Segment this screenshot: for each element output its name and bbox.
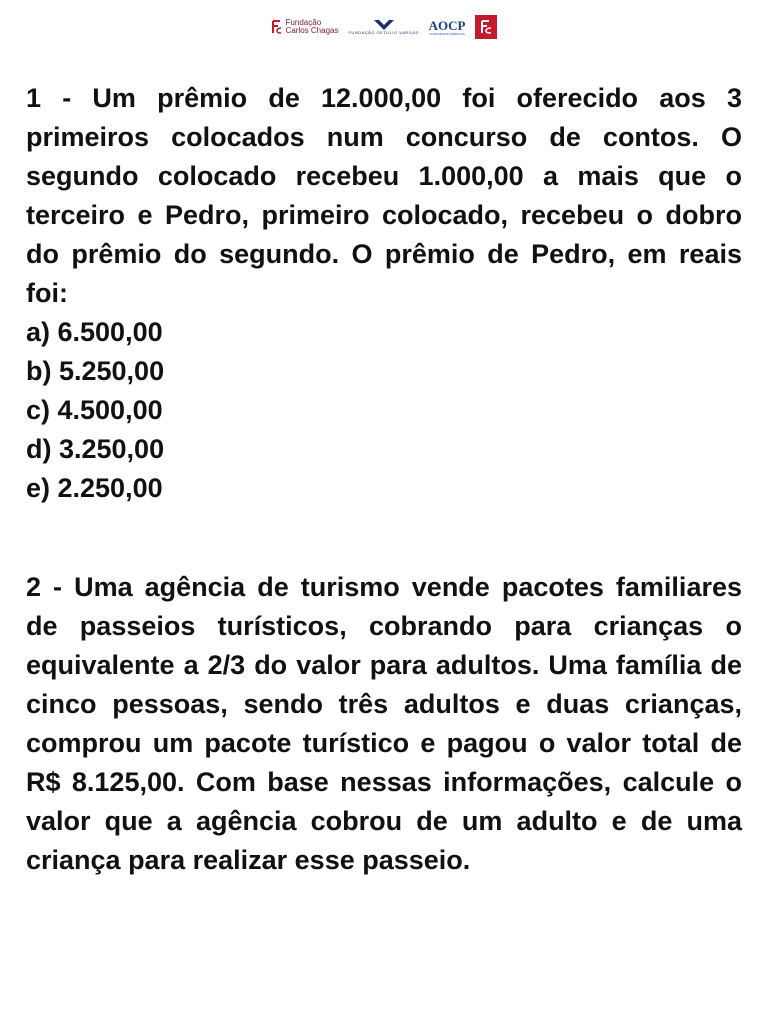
question-1 <box>26 79 742 508</box>
aocp-logo-subtitle: CONCURSOS PÚBLICOS <box>429 31 465 36</box>
fc-monogram-icon <box>271 20 283 34</box>
question-2 <box>26 568 742 880</box>
option-b: b) 5.250,00 <box>26 356 165 386</box>
fcc-logo-line1: Fundação <box>285 18 322 27</box>
fc-monogram-icon <box>479 19 493 35</box>
logo-bar <box>0 12 768 42</box>
option-c: c) 4.500,00 <box>26 395 163 425</box>
fcc-logo-text <box>286 19 339 35</box>
option-d: d) 3.250,00 <box>26 434 165 464</box>
aocp-logo <box>429 19 466 36</box>
fgv-logo <box>348 19 418 35</box>
question-2-stem: 2 - Uma agência de turismo vende pacotes familiares de passeios turísticos, cobrando para crianças o equivalente a 2/3 do valor para adultos. Uma família de cinco pessoas, sendo três adultos e duas crianças, comprou um pacote turístico e pagou o valor total de R$ 8.125,00. Com base nessas informações, calcule o valor que a agência cobrou de um adulto e de uma criança para realizar esse passeio. <box>26 572 742 875</box>
option-e: e) 2.250,00 <box>26 473 163 503</box>
question-1-options <box>26 313 742 508</box>
option-a: a) 6.500,00 <box>26 317 163 347</box>
fgv-logo-text: FUNDAÇÃO GETULIO VARGAS <box>348 30 419 35</box>
aocp-logo-text: AOCP <box>428 17 466 33</box>
fundacao-carlos-chagas-logo <box>271 19 339 35</box>
fcc-red-logo <box>475 15 497 39</box>
question-1-stem: 1 - Um prêmio de 12.000,00 foi oferecido aos 3 primeiros colocados num concurso de contos. O segundo colocado recebeu 1.000,00 a mais que o terceiro e Pedro, primeiro colocado, recebeu o dobro do prêmio do segundo. O prêmio de Pedro, em reais foi: <box>26 83 742 308</box>
fcc-logo-line2: Carlos Chagas <box>285 26 339 35</box>
